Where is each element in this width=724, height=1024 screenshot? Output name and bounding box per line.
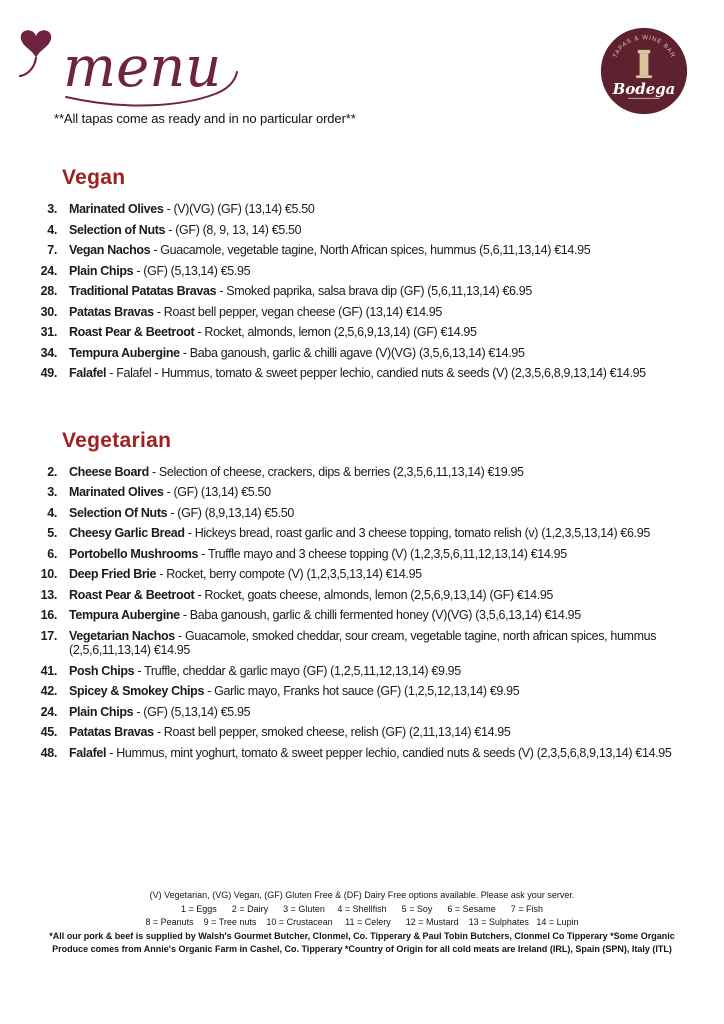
- item-desc: - Roast bell pepper, vegan cheese (GF) (13,14): [156, 304, 403, 319]
- item-desc: - Falafel - Hummus, tomato & sweet pepper lechio, candied nuts & seeds (V) (2,3,5,6,8,9,13,14): [109, 366, 607, 380]
- item-name: Patatas Bravas: [69, 304, 154, 319]
- heart-flourish-icon: [20, 30, 51, 76]
- item-price: €5.50: [284, 202, 315, 216]
- menu-item: [33, 664, 699, 679]
- item-name: Spicey & Smokey Chips: [69, 684, 205, 698]
- menu-item: [33, 325, 699, 340]
- section-title: Vegan: [62, 166, 126, 189]
- section-items: [33, 465, 699, 761]
- menu-footer: [0, 889, 724, 957]
- item-body: [69, 305, 699, 320]
- item-name: Plain Chips: [69, 263, 134, 278]
- item-body: [69, 264, 699, 279]
- item-price: €9.95: [431, 663, 461, 678]
- item-name: Selection of Nuts: [69, 222, 166, 237]
- menu-item: [33, 629, 699, 658]
- item-desc: - (GF) (13,14): [166, 485, 239, 499]
- menu-item: [33, 264, 699, 279]
- item-name: Cheesy Garlic Bread: [69, 526, 185, 540]
- item-name: Posh Chips: [69, 663, 135, 678]
- item-name: Traditional Patatas Bravas: [69, 284, 217, 298]
- item-number: 17.: [40, 628, 57, 643]
- menu-section: [33, 166, 699, 381]
- menu-script-logo: [8, 12, 258, 117]
- item-price: €5.95: [220, 263, 251, 278]
- item-body: [69, 547, 699, 562]
- menu-item: [33, 346, 699, 361]
- menu-item: [33, 746, 699, 761]
- item-body: [69, 366, 699, 381]
- item-number: 6.: [47, 546, 57, 561]
- item-number: 13.: [40, 587, 57, 602]
- item-number: 41.: [40, 663, 57, 678]
- item-body: [69, 567, 699, 582]
- allergen-key-line-2: 8 = Peanuts 9 = Tree nuts 10 = Crustacean 11 = Celery 12 = Mustard 13 = Sulphates 14 = Lupin: [145, 917, 579, 927]
- item-price: €14.95: [554, 243, 591, 257]
- item-name: Marinated Olives: [69, 202, 164, 216]
- item-desc: - (V)(VG) (GF) (13,14): [166, 202, 282, 216]
- item-desc: - Roast bell pepper, smoked cheese, relish (GF) (2,11,13,14): [156, 725, 472, 739]
- item-body: [69, 725, 699, 740]
- item-desc: - Baba ganoush, garlic & chilli agave (V)(VG) (3,5,6,13,14): [182, 345, 486, 360]
- item-number: 10.: [40, 567, 57, 581]
- item-price: €9.95: [489, 684, 520, 698]
- item-name: Selection Of Nuts: [69, 505, 168, 520]
- item-desc: - Baba ganoush, garlic & chilli fermented honey (V)(VG) (3,5,6,13,14): [182, 608, 542, 622]
- item-desc: - (GF) (8, 9, 13, 14): [168, 222, 269, 237]
- item-desc: - Guacamole, smoked cheddar, sour cream, vegetable tagine, north african spices, hummus (2,5,6,11,13,14): [69, 628, 657, 657]
- menu-item: [33, 305, 699, 320]
- menu-section: [33, 429, 699, 761]
- item-name: Marinated Olives: [69, 485, 164, 499]
- allergen-key-line-1: 1 = Eggs 2 = Dairy 3 = Gluten 4 = Shellfish 5 = Soy 6 = Sesame 7 = Fish: [181, 903, 543, 914]
- item-number: 7.: [47, 243, 57, 257]
- item-desc: - Hickeys bread, roast garlic and 3 cheese topping, tomato relish (v) (1,2,3,5,13,14): [187, 526, 618, 540]
- menu-item: [33, 567, 699, 582]
- item-name: Roast Pear & Beetroot: [69, 325, 195, 339]
- item-body: [69, 465, 699, 480]
- item-price: €14.95: [153, 643, 190, 657]
- item-number: 4.: [47, 505, 57, 520]
- item-desc: - Rocket, goats cheese, almonds, lemon (2,5,6,9,13,14) (GF): [197, 587, 514, 602]
- item-body: [69, 346, 699, 361]
- item-price: €14.95: [544, 608, 581, 622]
- item-name: Falafel: [69, 745, 107, 760]
- item-body: [69, 588, 699, 603]
- item-desc: - Truffle mayo and 3 cheese topping (V) (1,2,3,5,6,11,12,13,14): [201, 546, 528, 561]
- item-name: Roast Pear & Beetroot: [69, 587, 195, 602]
- item-price: €19.95: [487, 464, 524, 479]
- item-body: [69, 705, 699, 720]
- item-number: 16.: [40, 608, 57, 622]
- item-price: €14.95: [530, 546, 567, 561]
- item-price: €5.50: [241, 485, 271, 499]
- item-price: €5.95: [220, 704, 251, 719]
- item-price: €14.95: [474, 725, 511, 739]
- item-price: €14.95: [405, 304, 442, 319]
- item-price: €14.95: [385, 567, 422, 581]
- item-price: €6.95: [620, 526, 650, 540]
- item-name: Plain Chips: [69, 704, 134, 719]
- item-number: 42.: [40, 684, 57, 698]
- menu-item: [33, 506, 699, 521]
- legend-line: (V) Vegetarian, (VG) Vegan, (GF) Gluten Free & (DF) Dairy Free options available. Please ask your server.: [149, 890, 575, 900]
- item-body: [69, 485, 699, 500]
- supplier-note-line-2: Produce comes from Annie's Organic Farm in Cashel, Co. Tipperary *Country of Origin for all cold meats are Ireland (IRL), Spain (SPN), Italy (ITL): [52, 944, 672, 954]
- item-body: [69, 202, 699, 217]
- menu-sections: [33, 166, 699, 766]
- item-price: €5.50: [271, 222, 302, 237]
- item-number: 3.: [47, 202, 57, 216]
- menu-item: [33, 684, 699, 699]
- menu-item: [33, 485, 699, 500]
- menu-item: [33, 588, 699, 603]
- item-number: 49.: [40, 366, 57, 380]
- menu-item: [33, 243, 699, 258]
- item-body: [69, 526, 699, 541]
- item-desc: - Truffle, cheddar & garlic mayo (GF) (1,2,5,11,12,13,14): [137, 663, 429, 678]
- item-price: €14.95: [488, 345, 525, 360]
- item-desc: - (GF) (5,13,14): [136, 263, 218, 278]
- menu-item: [33, 526, 699, 541]
- item-price: €14.95: [635, 745, 672, 760]
- item-desc: - Hummus, mint yoghurt, tomato & sweet pepper lechio, candied nuts & seeds (V) (2,3,5,6,8,9,13,14): [109, 745, 633, 760]
- item-name: Tempura Aubergine: [69, 345, 180, 360]
- item-number: 5.: [47, 526, 57, 540]
- item-price: €14.95: [516, 587, 554, 602]
- menu-item: [33, 725, 699, 740]
- item-desc: - Smoked paprika, salsa brava dip (GF) (5,6,11,13,14): [219, 284, 500, 298]
- item-name: Vegetarian Nachos: [69, 628, 175, 643]
- item-number: 30.: [40, 304, 57, 319]
- seal-wordmark: Bodega: [612, 79, 676, 98]
- item-desc: - Garlic mayo, Franks hot sauce (GF) (1,2,5,12,13,14): [207, 684, 487, 698]
- item-body: [69, 664, 699, 679]
- item-number: 24.: [40, 704, 57, 719]
- item-number: 45.: [40, 725, 57, 739]
- menu-item: [33, 705, 699, 720]
- item-body: [69, 223, 699, 238]
- item-name: Falafel: [69, 366, 107, 380]
- item-price: €6.95: [502, 284, 532, 298]
- item-desc: - Rocket, berry compote (V) (1,2,3,5,13,14): [159, 567, 383, 581]
- supplier-note-line-1: *All our pork & beef is supplied by Walsh's Gourmet Butcher, Clonmel, Co. Tipperary & Paul Tobin Butchers, Clonmel Co Tipperary *Some Organic: [49, 930, 675, 941]
- menu-item: [33, 547, 699, 562]
- section-items: [33, 202, 699, 381]
- item-desc: - (GF) (5,13,14): [136, 704, 218, 719]
- item-number: 24.: [40, 263, 57, 278]
- bodega-logo: [600, 27, 688, 115]
- item-name: Portobello Mushrooms: [69, 546, 199, 561]
- seal-tagline: TAPAS & WINE BAR: [611, 34, 677, 60]
- menu-item: [33, 223, 699, 238]
- item-number: 31.: [40, 325, 57, 339]
- menu-wordmark: menu: [63, 35, 222, 100]
- item-name: Vegan Nachos: [69, 243, 151, 257]
- item-name: Tempura Aubergine: [69, 608, 180, 622]
- item-number: 28.: [40, 284, 57, 298]
- item-price: €14.95: [440, 325, 477, 339]
- item-price: €14.95: [609, 366, 646, 380]
- item-number: 2.: [47, 464, 57, 479]
- item-number: 34.: [40, 345, 57, 360]
- item-body: [69, 325, 699, 340]
- item-name: Patatas Bravas: [69, 725, 154, 739]
- menu-item: [33, 202, 699, 217]
- item-number: 48.: [40, 745, 57, 760]
- item-desc: - (GF) (8,9,13,14): [170, 505, 262, 520]
- item-body: [69, 506, 699, 521]
- item-price: €5.50: [264, 505, 294, 520]
- item-body: [69, 684, 699, 699]
- item-desc: - Selection of cheese, crackers, dips & berries (2,3,5,6,11,13,14): [151, 464, 485, 479]
- item-number: 4.: [47, 222, 57, 237]
- item-body: [69, 284, 699, 299]
- item-desc: - Rocket, almonds, lemon (2,5,6,9,13,14) (GF): [197, 325, 438, 339]
- item-number: 3.: [47, 485, 57, 499]
- item-body: [69, 243, 699, 258]
- section-title: Vegetarian: [62, 428, 172, 452]
- menu-item: [33, 366, 699, 381]
- item-desc: - Guacamole, vegetable tagine, North African spices, hummus (5,6,11,13,14): [153, 243, 552, 257]
- item-body: [69, 629, 699, 658]
- menu-item: [33, 608, 699, 623]
- item-name: Cheese Board: [69, 464, 149, 479]
- menu-item: [33, 284, 699, 299]
- menu-item: [33, 465, 699, 480]
- item-name: Deep Fried Brie: [69, 567, 157, 581]
- item-body: [69, 608, 699, 623]
- tapas-note: **All tapas come as ready and in no particular order**: [54, 111, 356, 126]
- item-body: [69, 746, 699, 761]
